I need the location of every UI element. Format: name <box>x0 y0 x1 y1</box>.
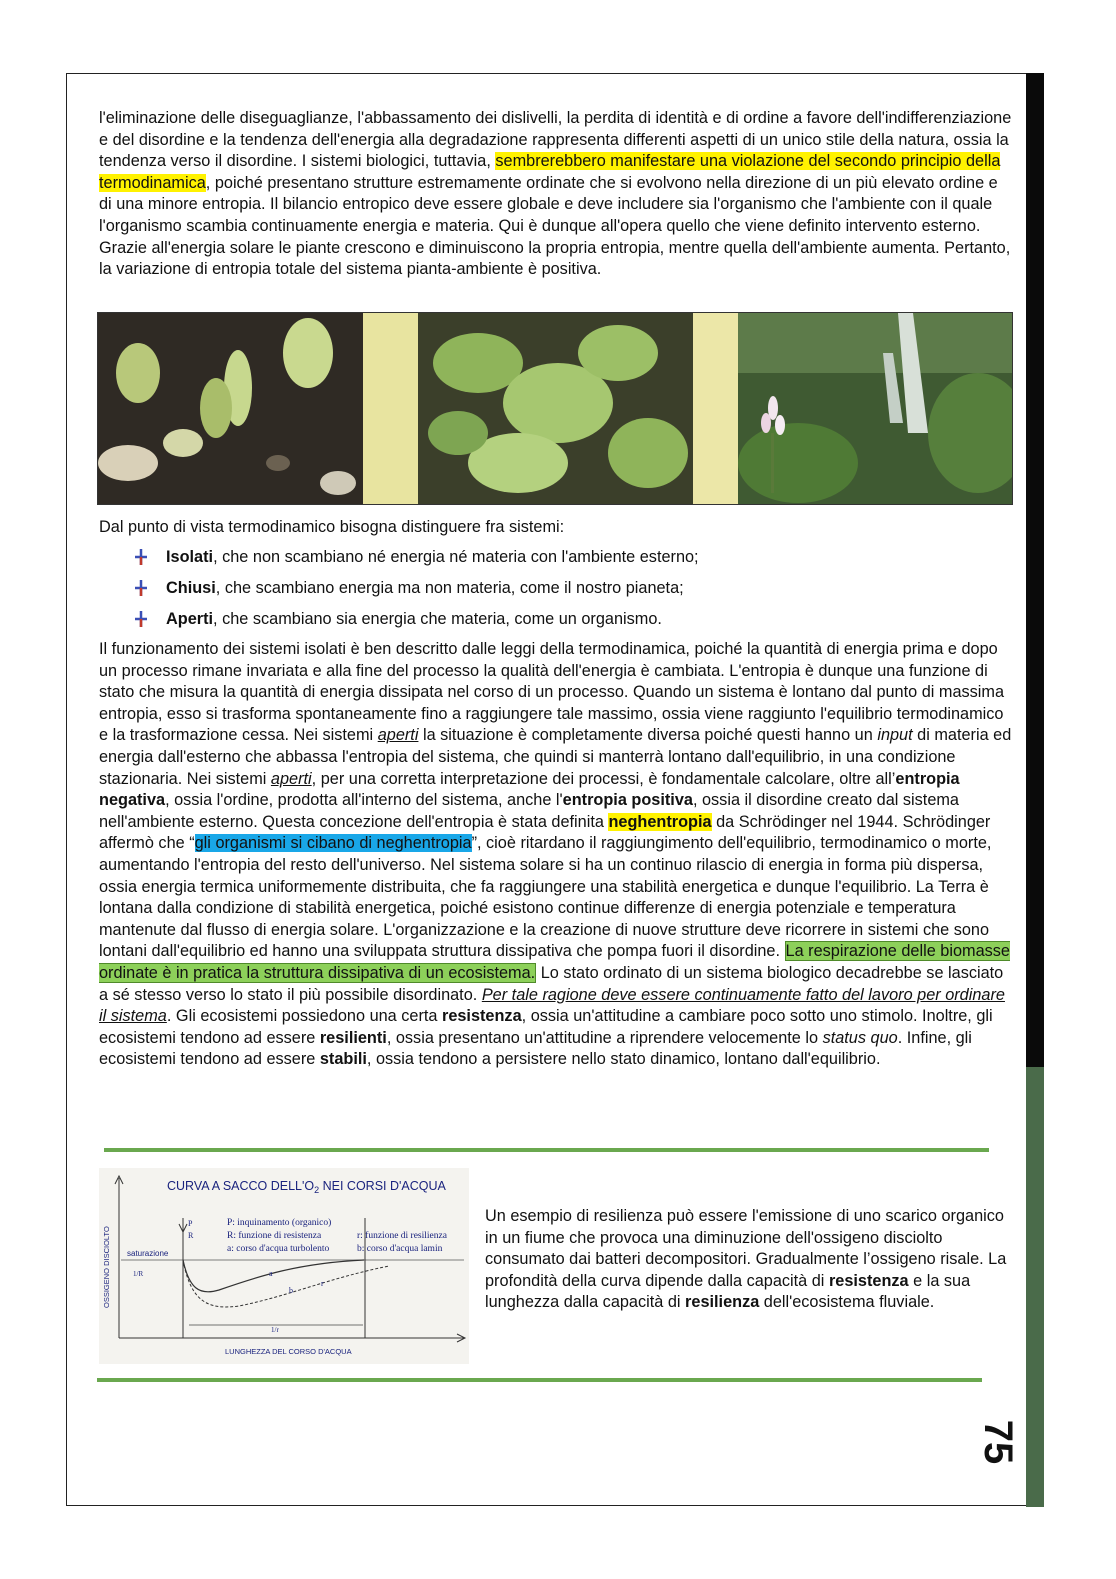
highlight-quote: gli organismi si cibano di neghentropia <box>194 834 472 853</box>
emph-aperti: aperti <box>270 769 312 788</box>
term-resistenza: resistenza <box>828 1271 909 1290</box>
legend-b: b: corso d'acqua lamin <box>357 1244 443 1254</box>
term-entropia-negativa: entropia negativa <box>99 769 960 810</box>
oxygen-sag-figure <box>99 1168 469 1364</box>
term-neghentropia: neghentropia <box>608 812 712 831</box>
legend-rr: r: funzione di resilienza <box>357 1231 447 1241</box>
highlight-respiration: La respirazione delle biomasse ordinate è in pratica la struttura dissipativa di un ecosistema. <box>99 942 1010 982</box>
text: , che scambiano sia energia che materia, come un organismo. <box>213 610 662 628</box>
divider-top <box>104 1148 989 1152</box>
text: . Infine, gli ecosistemi tendono ad essere <box>99 1028 972 1069</box>
term-entropia-positiva: entropia positiva <box>562 791 693 810</box>
term-isolati: Isolati <box>166 548 214 566</box>
text: , ossia presentano un'attitudine a riprendere velocemente lo <box>386 1028 823 1047</box>
text: dell'ecosistema fluviale. <box>759 1293 935 1312</box>
term-resilienza: resilienza <box>685 1293 760 1312</box>
x-axis-label: LUNGHEZZA DEL CORSO D'ACQUA <box>225 1347 352 1356</box>
text: la situazione è completamente diversa poiché questi hanno un <box>418 726 878 745</box>
legend-a: a: corso d'acqua turbolento <box>227 1244 330 1254</box>
systems-intro: Dal punto di vista termodinamico bisogna distinguere fra sistemi: <box>99 518 565 536</box>
text: , ossia l'ordine, prodotta all'interno del sistema, anche l' <box>165 791 563 810</box>
emph-work: Per tale ragione deve essere continuamente fatto del lavoro per ordinare il sistema <box>99 985 1005 1026</box>
text: , ossia tendono a persistere nello stato dinamico, lontano dall'equilibrio. <box>366 1050 881 1069</box>
emph-input: input <box>877 726 913 745</box>
term-aperti: Aperti <box>166 610 214 628</box>
mark-r: R <box>188 1231 194 1240</box>
mark-b: b <box>289 1286 293 1295</box>
text: ”, cioè ritardano il raggiungimento dell'equilibrio, termodinamico o morte, aumentando l'entropia del resto dell'universo. Nel sistema solare si ha un continuo rilascio di energia in forma più dispersa, ossia energia termica uniformemente distribuita, che fa raggiungere una stabilità energetica e dunque l'equilibrio. La Terra è lontana dalla condizione di stabilità energetica, poiché esistono continue differenze di energia potenziale e temperatura mantenute dal flusso di energia solare. L'organizzazione e la creazione di nuove strutture deve ricorrere in sistemi che sono lontani dall'equilibrio ed hanno una sviluppata struttura dissipativa che pompa fuori il disordine. <box>99 834 992 961</box>
paragraph-entropy-intro <box>99 108 1013 281</box>
text: da Schrödinger nel 1944. Schrödinger affermò che “ <box>99 812 991 853</box>
mark-a: a <box>269 1269 273 1278</box>
arrow-bullet-icon <box>132 610 150 628</box>
text: , poiché presentano strutture estremamente ordinate che si evolvono nella direzione di un più elevato ordine e di una minore entropia. Il bilancio entropico deve essere globale e deve includere sia l'organismo che l'ambiente con il quale l'organismo scambia continuamente energia e materia. Qui è dunque all'opera quello che viene definito intervento esterno. Grazie all'energia solare le piante crescono e diminuiscono la propria entropia, mentre quella dell'ambiente aumenta. Pertanto, la variazione di entropia totale del sistema pianta-ambiente è positiva. <box>99 173 1011 279</box>
curve-a <box>183 1260 364 1292</box>
text: e la sua lunghezza dalla capacità di <box>485 1271 971 1312</box>
text: , che scambiano energia ma non materia, come il nostro pianeta; <box>215 579 684 597</box>
legend-r: R: funzione di resistenza <box>227 1231 322 1241</box>
curve-b <box>183 1260 389 1307</box>
term-stabili: stabili <box>319 1050 367 1069</box>
emph-status-quo: status quo <box>822 1028 898 1047</box>
term-chiusi: Chiusi <box>166 579 216 597</box>
resilience-example <box>485 1206 1010 1314</box>
side-bar-green <box>1026 1067 1044 1507</box>
text: Lo stato ordinato di un sistema biologico decadrebbe se lasciato a sé stesso verso lo stato il più possibile disordinato. <box>99 963 1004 1004</box>
plant-photo-strip <box>97 312 1013 505</box>
term-resistenza: resistenza <box>441 1007 522 1026</box>
waterfall-forest-photo <box>738 313 1013 505</box>
page-number: 75 <box>976 1419 1021 1465</box>
figure-title: CURVA A SACCO $DELL'O_2$ NEI CORSI D'ACQUA <box>167 1179 446 1195</box>
legend-p: P: inquinamento (organico) <box>227 1218 332 1228</box>
arrow-bullet-icon <box>132 579 150 597</box>
text: , per una corretta interpretazione dei processi, è fondamentale calcolare, oltre all’ <box>311 769 896 788</box>
text: di materia ed energia dall'esterno che abbassa l'entropia del sistema, che quindi si manterrà lontano dall'equilibrio, in una condizione stazionaria. Nei sistemi <box>99 726 1012 788</box>
systems-list <box>132 546 699 639</box>
highlight-violation: sembrerebbero manifestare una violazione del secondo principio della termodinamica <box>99 152 1001 192</box>
emph-aperti: aperti <box>377 726 419 745</box>
mark-r3: 1/r <box>271 1326 279 1334</box>
text: , ossia il disordine creato dal sistema nell'ambiente esterno. Questa concezione dell'entropia è stata definita <box>99 791 959 831</box>
text: l'eliminazione delle diseguaglianze, l'abbassamento dei dislivelli, la perdita di identità e di ordine a favore dell'indifferenziazione e del disordine e la tendenza dell'energia alla degradazione rappresenta differenti aspetti di un unico stile della natura, ossia la tendenza verso il disordine. I sistemi biologici, tuttavia, <box>99 109 1012 171</box>
mark-r2: 1/R <box>133 1270 144 1278</box>
divider-bottom <box>97 1378 982 1382</box>
text: Un esempio di resilienza può essere l'emissione di uno scarico organico in un fiume che provoca una diminuzione dell'ossigeno disciolto consumato dai batteri decompositori. Gradualmente l’ossigeno risale. La profondità della curva dipende dalla capacità di <box>485 1207 1007 1290</box>
radish-sprouts-photo <box>418 313 738 505</box>
text: . Gli ecosistemi possiedono una certa <box>166 1007 442 1026</box>
y-axis-label: OSSIGENO DISCIOLTO <box>102 1226 111 1308</box>
text: , ossia un'attitudine a cambiare poco sotto uno stimolo. Inoltre, gli ecosistemi tendono ad essere <box>99 1007 993 1047</box>
side-bar-dark <box>1026 73 1044 1067</box>
seedling-photo <box>98 313 418 505</box>
term-resilienti: resilienti <box>319 1028 387 1047</box>
saturation-label: saturazione <box>127 1249 169 1258</box>
list-item <box>132 577 699 608</box>
text: Il funzionamento dei sistemi isolati è ben descritto dalle leggi della termodinamica, poiché la quantità di energia prima e dopo un processo rimane invariata e alla fine del processo la qualità dell'energia è cambiata. L'entropia è dunque una funzione di stato che misura la quantità di energia dissipata nel corso di un processo. Quando un sistema è lontano dal punto di massima entropia, esso si trasforma spontaneamente fino a raggiungere tale massimo, ossia viene raggiunto l'equilibrio termodinamico e la trasformazione cessa. Nei sistemi <box>99 640 1005 745</box>
paragraph-entropy-systems <box>99 639 1013 1071</box>
text: , che non scambiano né energia né materia con l'ambiente esterno; <box>213 548 699 566</box>
list-item <box>132 546 699 577</box>
arrow-bullet-icon <box>132 548 150 566</box>
mark-rr: r <box>321 1279 324 1288</box>
mark-p: P <box>188 1219 193 1228</box>
list-item <box>132 608 699 639</box>
